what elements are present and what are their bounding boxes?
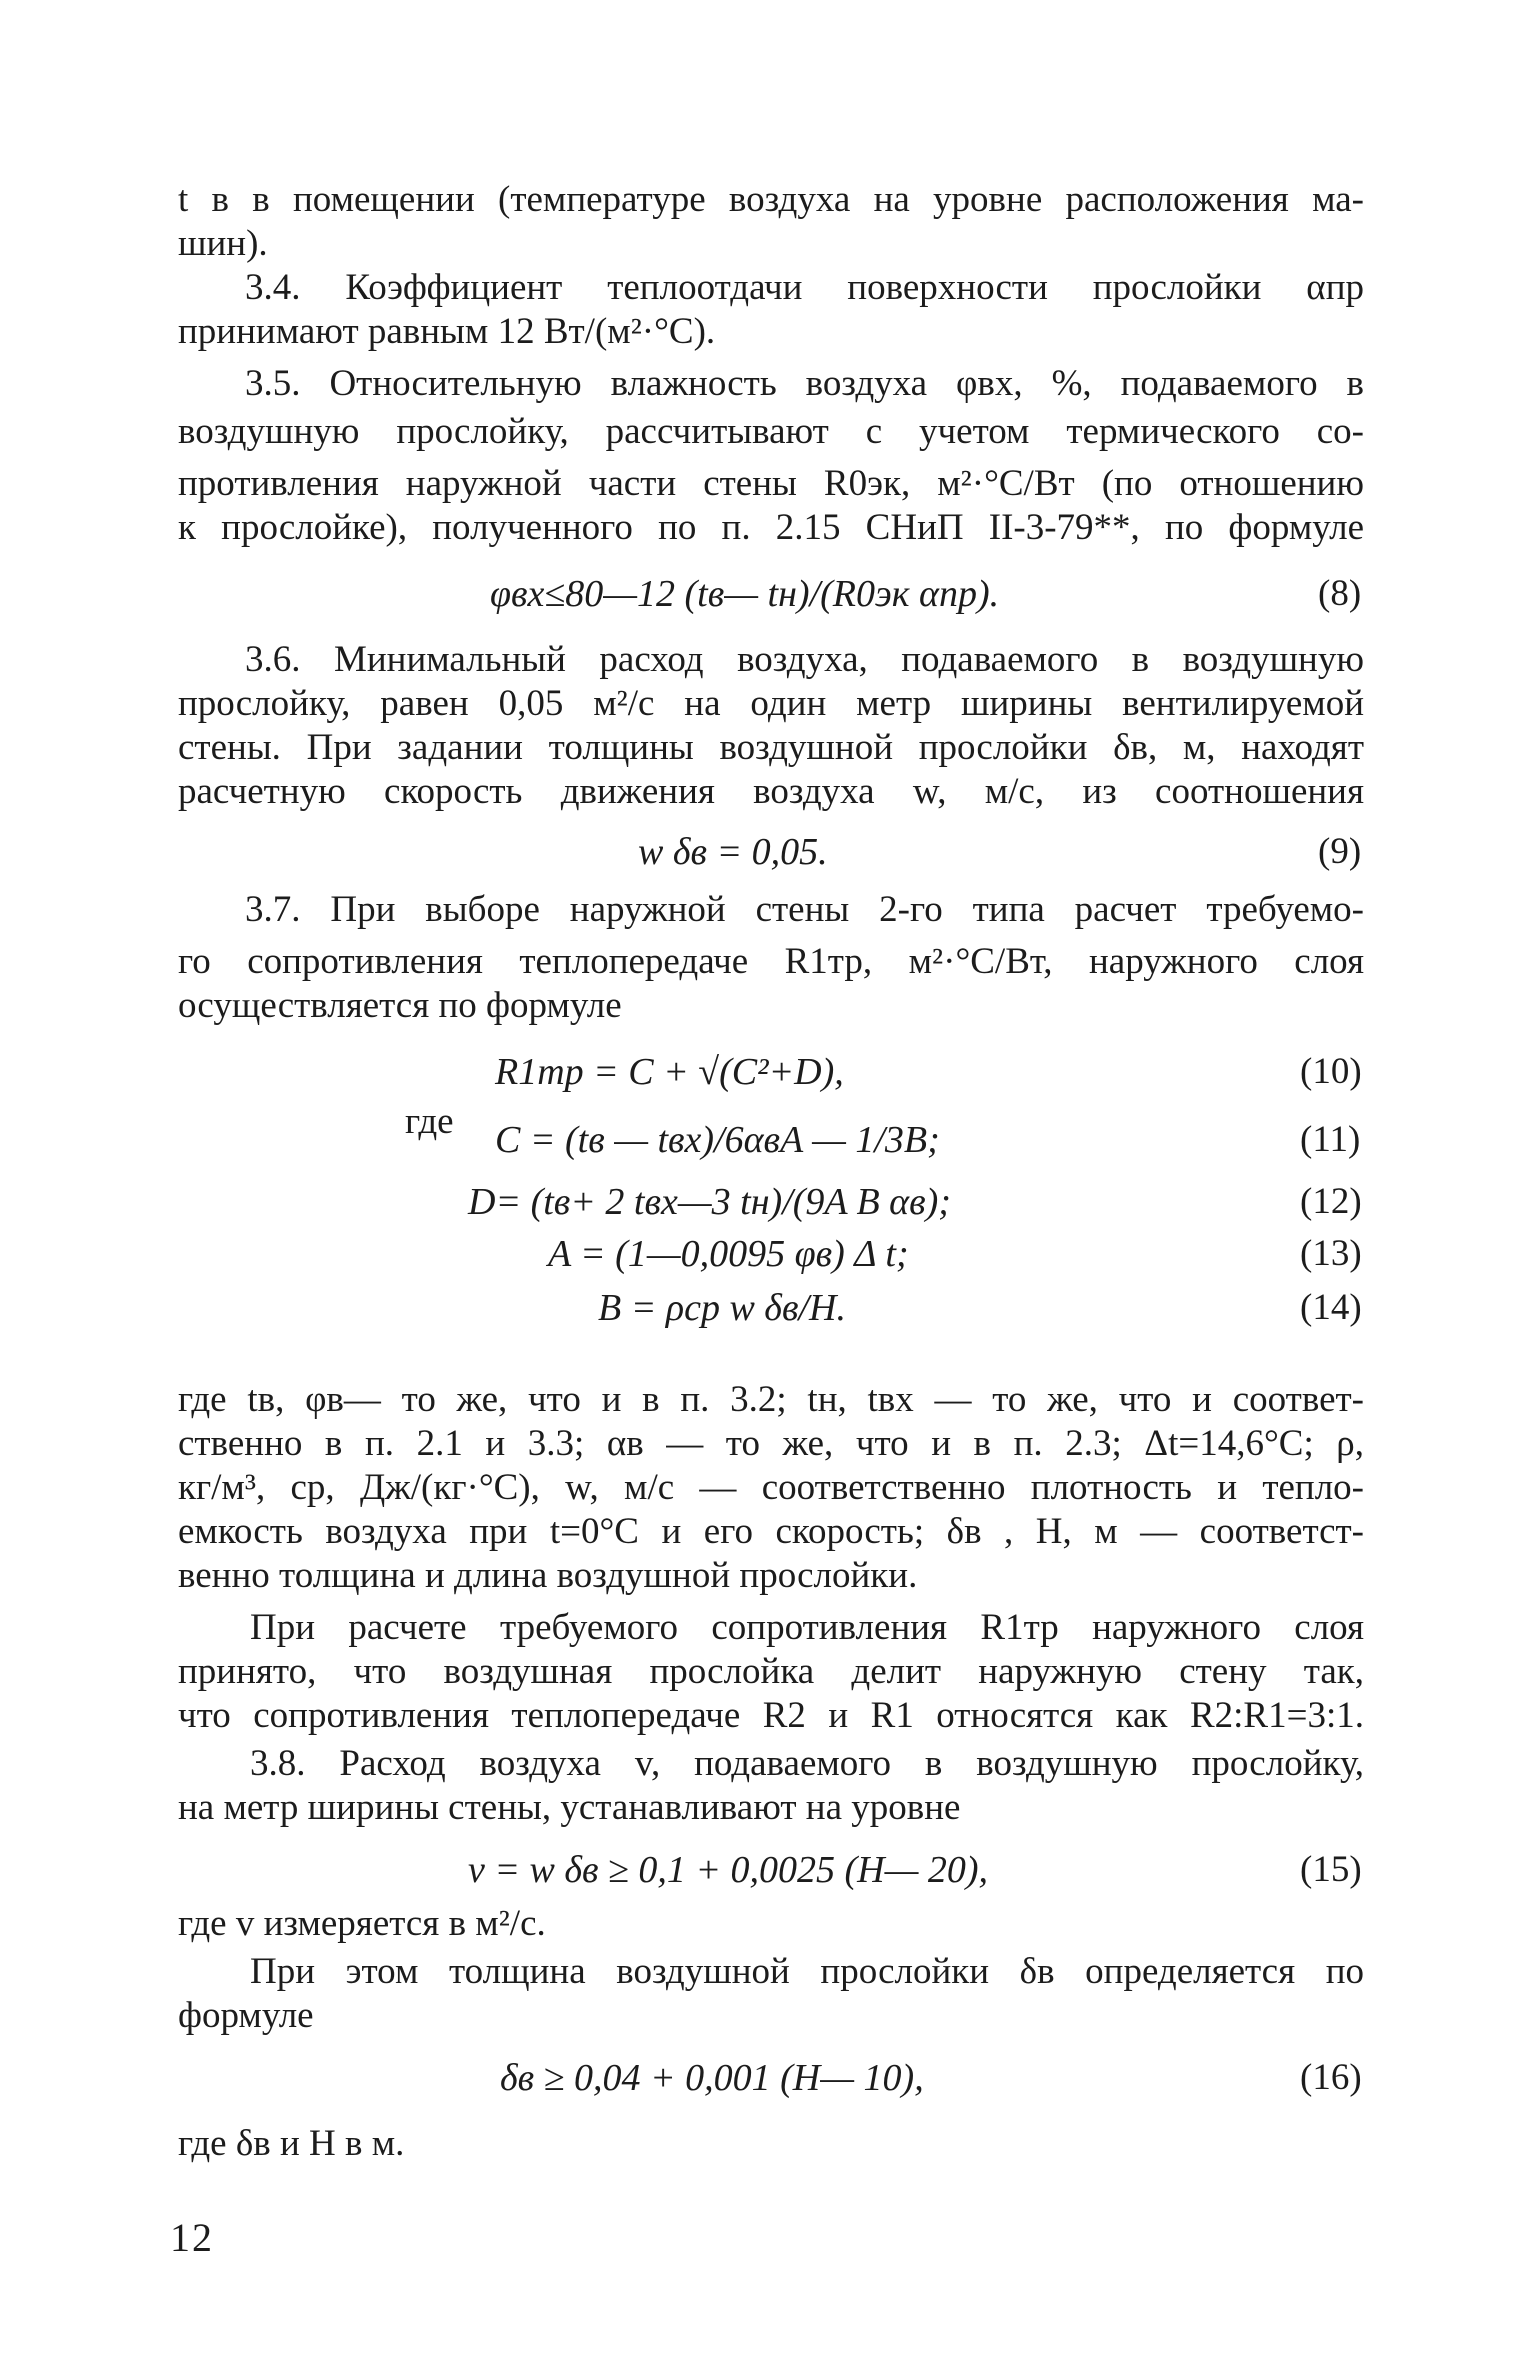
- text-line: 3.4. Коэффициент теплоотдачи поверхности прослойки αпр: [245, 267, 1364, 308]
- text-line: осуществляется по формуле: [178, 985, 622, 1026]
- text-line: к прослойке), полученного по п. 2.15 СНиП II-3-79**, по формуле: [178, 507, 1364, 548]
- text-line: 3.6. Минимальный расход воздуха, подаваемого в воздушную: [245, 639, 1364, 680]
- formula-number: (15): [1300, 1849, 1362, 1890]
- formula-13: A = (1—0,0095 φв) Δ t;: [548, 1233, 909, 1275]
- text-line: При расчете требуемого сопротивления R1тр наружного слоя: [250, 1607, 1364, 1648]
- formula-16: δв ≥ 0,04 + 0,001 (H— 10),: [500, 2057, 924, 2099]
- text-line: При этом толщина воздушной прослойки δв определяется по: [250, 1951, 1364, 1992]
- text-line: 3.5. Относительную влажность воздуха φвх, %, подаваемого в: [245, 363, 1364, 404]
- formula-10: R1тр = C + √(C²+D),: [495, 1051, 844, 1093]
- text-line: ственно в п. 2.1 и 3.3; αв — то же, что и в п. 2.3; Δt=14,6°С; ρ,: [178, 1423, 1364, 1464]
- text-line: где v измеряется в м²/с.: [178, 1903, 546, 1944]
- text-line: на метр ширины стены, устанавливают на уровне: [178, 1787, 961, 1828]
- text-line: принято, что воздушная прослойка делит наружную стену так,: [178, 1651, 1364, 1692]
- formula-12: D= (tв+ 2 tвх—3 tн)/(9A B αв);: [468, 1181, 951, 1223]
- formula-number: (8): [1318, 573, 1362, 614]
- text-line: принимают равным 12 Вт/(м²·°С).: [178, 311, 716, 352]
- formula-8: φвх≤80—12 (tв— tн)/(R0эк αпр).: [490, 573, 1000, 615]
- formula-number: (10): [1300, 1051, 1362, 1092]
- text-line: что сопротивления теплопередаче R2 и R1 относятся как R2:R1=3:1.: [178, 1695, 1364, 1736]
- text-line: где: [405, 1101, 454, 1142]
- page-number: 12: [170, 2215, 214, 2260]
- formula-number: (11): [1300, 1119, 1361, 1160]
- text-line: прослойку, равен 0,05 м²/с на один метр ширины вентилируемой: [178, 683, 1364, 724]
- text-line: венно толщина и длина воздушной прослойки.: [178, 1555, 918, 1596]
- text-line: шин).: [178, 223, 268, 264]
- text-line: t в в помещении (температуре воздуха на уровне расположения ма-: [178, 179, 1364, 220]
- formula-number: (12): [1300, 1181, 1362, 1222]
- text-line: где δв и H в м.: [178, 2123, 405, 2164]
- formula-number: (16): [1300, 2057, 1362, 2098]
- text-line: го сопротивления теплопередаче R1тр, м²·°С/Вт, наружного слоя: [178, 941, 1364, 982]
- text-line: емкость воздуха при t=0°С и его скорость; δв , H, м — соответст-: [178, 1511, 1364, 1552]
- text-line: стены. При задании толщины воздушной прослойки δв, м, находят: [178, 727, 1364, 768]
- text-line: противления наружной части стены R0эк, м²·°С/Вт (по отношению: [178, 463, 1364, 504]
- formula-15: v = w δв ≥ 0,1 + 0,0025 (H— 20),: [468, 1849, 989, 1891]
- text-line: где tв, φв— то же, что и в п. 3.2; tн, tвх — то же, что и соответ-: [178, 1379, 1364, 1420]
- formula-14: B = ρcр w δв/H.: [598, 1287, 846, 1329]
- text-line: 3.7. При выборе наружной стены 2-го типа расчет требуемо-: [245, 889, 1364, 930]
- text-line: 3.8. Расход воздуха v, подаваемого в воздушную прослойку,: [250, 1743, 1364, 1784]
- text-line: воздушную прослойку, рассчитывают с учетом термического со-: [178, 411, 1364, 452]
- text-line: расчетную скорость движения воздуха w, м/с, из соотношения: [178, 771, 1364, 812]
- formula-number: (14): [1300, 1287, 1362, 1328]
- formula-9: w δв = 0,05.: [638, 831, 828, 873]
- formula-11: C = (tв — tвх)/6αвA — 1/3B;: [495, 1119, 940, 1161]
- text-line: кг/м³, cр, Дж/(кг·°С), w, м/с — соответственно плотность и тепло-: [178, 1467, 1364, 1508]
- text-line: формуле: [178, 1995, 314, 2036]
- formula-number: (13): [1300, 1233, 1362, 1274]
- formula-number: (9): [1318, 831, 1362, 872]
